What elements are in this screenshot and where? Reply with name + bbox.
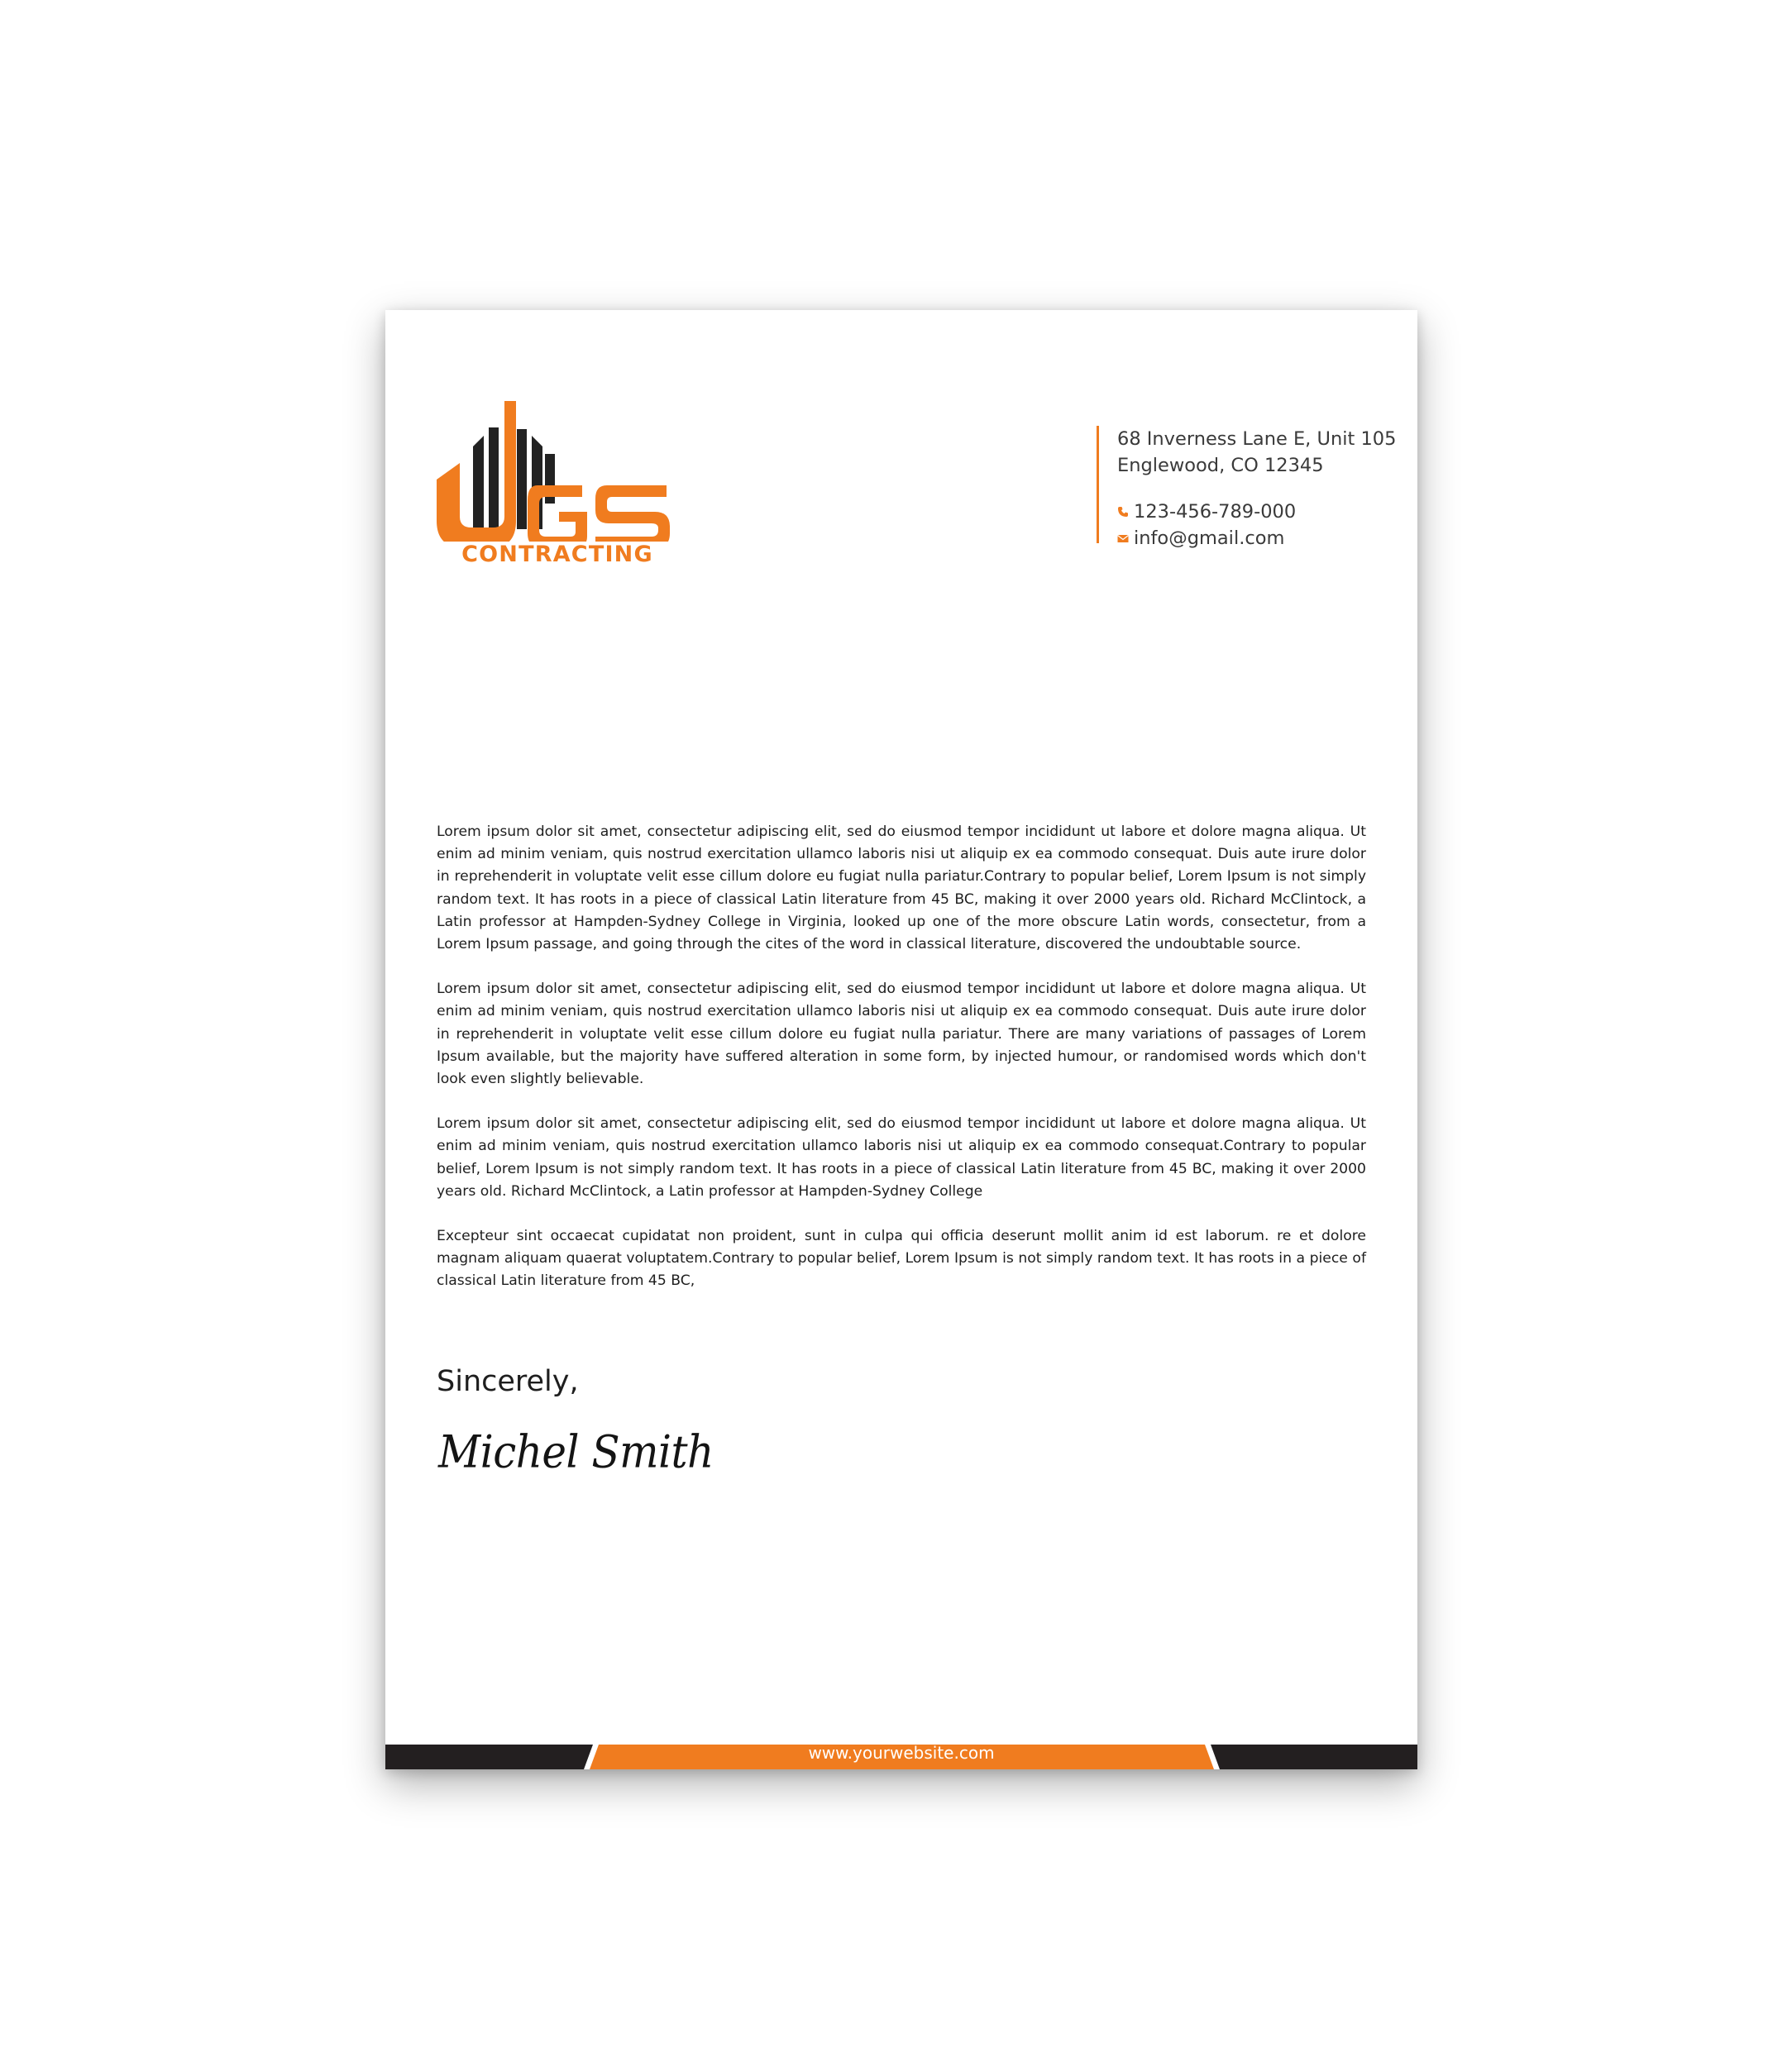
letter-paragraph-2: Lorem ipsum dolor sit amet, consectetur adipiscing elit, sed do eiusmod tempor incididunt ut labore et dolore magna aliqua. Ut enim ad minim veniam, quis nostrud exercitation ullamco laboris nisi ut aliquip ex ea commodo consequat. Duis aute irure dolor in reprehenderit in voluptate velit esse cillum dolore eu fugiat nulla pariatur. There are many variations of passages of Lorem Ipsum available, but the majority have suffered alteration in some form, by injected humour, or randomised words which don't look even slightly believable.	[437, 981, 1366, 1088]
company-logo	[437, 401, 685, 575]
contact-block	[1097, 426, 1397, 549]
letter-body	[437, 821, 1366, 1315]
letter-paragraph-4: Excepteur sint occaecat cupidatat non proident, sunt in culpa qui officia deserunt mollit anim id est laborum. re et dolore magnam aliquam quaerat voluptatem.Contrary to popular belief, Lorem Ipsum is not simply random text. It has roots in a piece of classical Latin literature from 45 BC,	[437, 1228, 1366, 1290]
letter-closing: Sincerely,	[437, 1365, 579, 1398]
address-line-1: 68 Inverness Lane E, Unit 105	[1117, 428, 1397, 450]
phone-icon	[1117, 506, 1129, 518]
envelope-icon	[1117, 532, 1129, 544]
letter-paragraph-1: Lorem ipsum dolor sit amet, consectetur adipiscing elit, sed do eiusmod tempor incididunt ut labore et dolore magna aliqua. Ut enim ad minim veniam, quis nostrud exercitation ullamco laboris nisi ut aliquip ex ea commodo consequat. Duis aute irure dolor in reprehenderit in voluptate velit esse cillum dolore eu fugiat nulla pariatur.Contrary to popular belief, Lorem Ipsum is not simply random text. It has roots in a piece of classical Latin literature from 45 BC, making it over 2000 years old. Richard McClintock, a Latin professor at Hampden-Sydney College in Virginia, looked up one of the more obscure Latin words, consectetur, from a Lorem Ipsum passage, and going through the cites of the word in classical literature, discovered the undoubtable source.	[437, 823, 1366, 953]
building-logo-mark	[437, 401, 685, 542]
email-address: info@gmail.com	[1134, 527, 1285, 549]
phone-number: 123-456-789-000	[1134, 501, 1297, 523]
letterhead-sheet	[385, 310, 1417, 1769]
phone-row	[1117, 499, 1396, 525]
website-link[interactable]: www.yourwebsite.com	[808, 1743, 995, 1763]
signature: Michel Smith	[438, 1426, 714, 1478]
address-line-2: Englewood, CO 12345	[1117, 455, 1324, 476]
letter-paragraph-3: Lorem ipsum dolor sit amet, consectetur adipiscing elit, sed do eiusmod tempor incididunt ut labore et dolore magna aliqua. Ut enim ad minim veniam, quis nostrud exercitation ullamco laboris nisi ut aliquip ex ea commodo consequat.Contrary to popular belief, Lorem Ipsum is not simply random text. It has roots in a piece of classical Latin literature from 45 BC, making it over 2000 years old. Richard McClintock, a Latin professor at Hampden-Sydney College	[437, 1115, 1366, 1200]
footer-bar	[385, 1743, 1417, 1769]
email-row	[1117, 525, 1396, 551]
logo-wordmark: CONTRACTING	[461, 542, 653, 567]
